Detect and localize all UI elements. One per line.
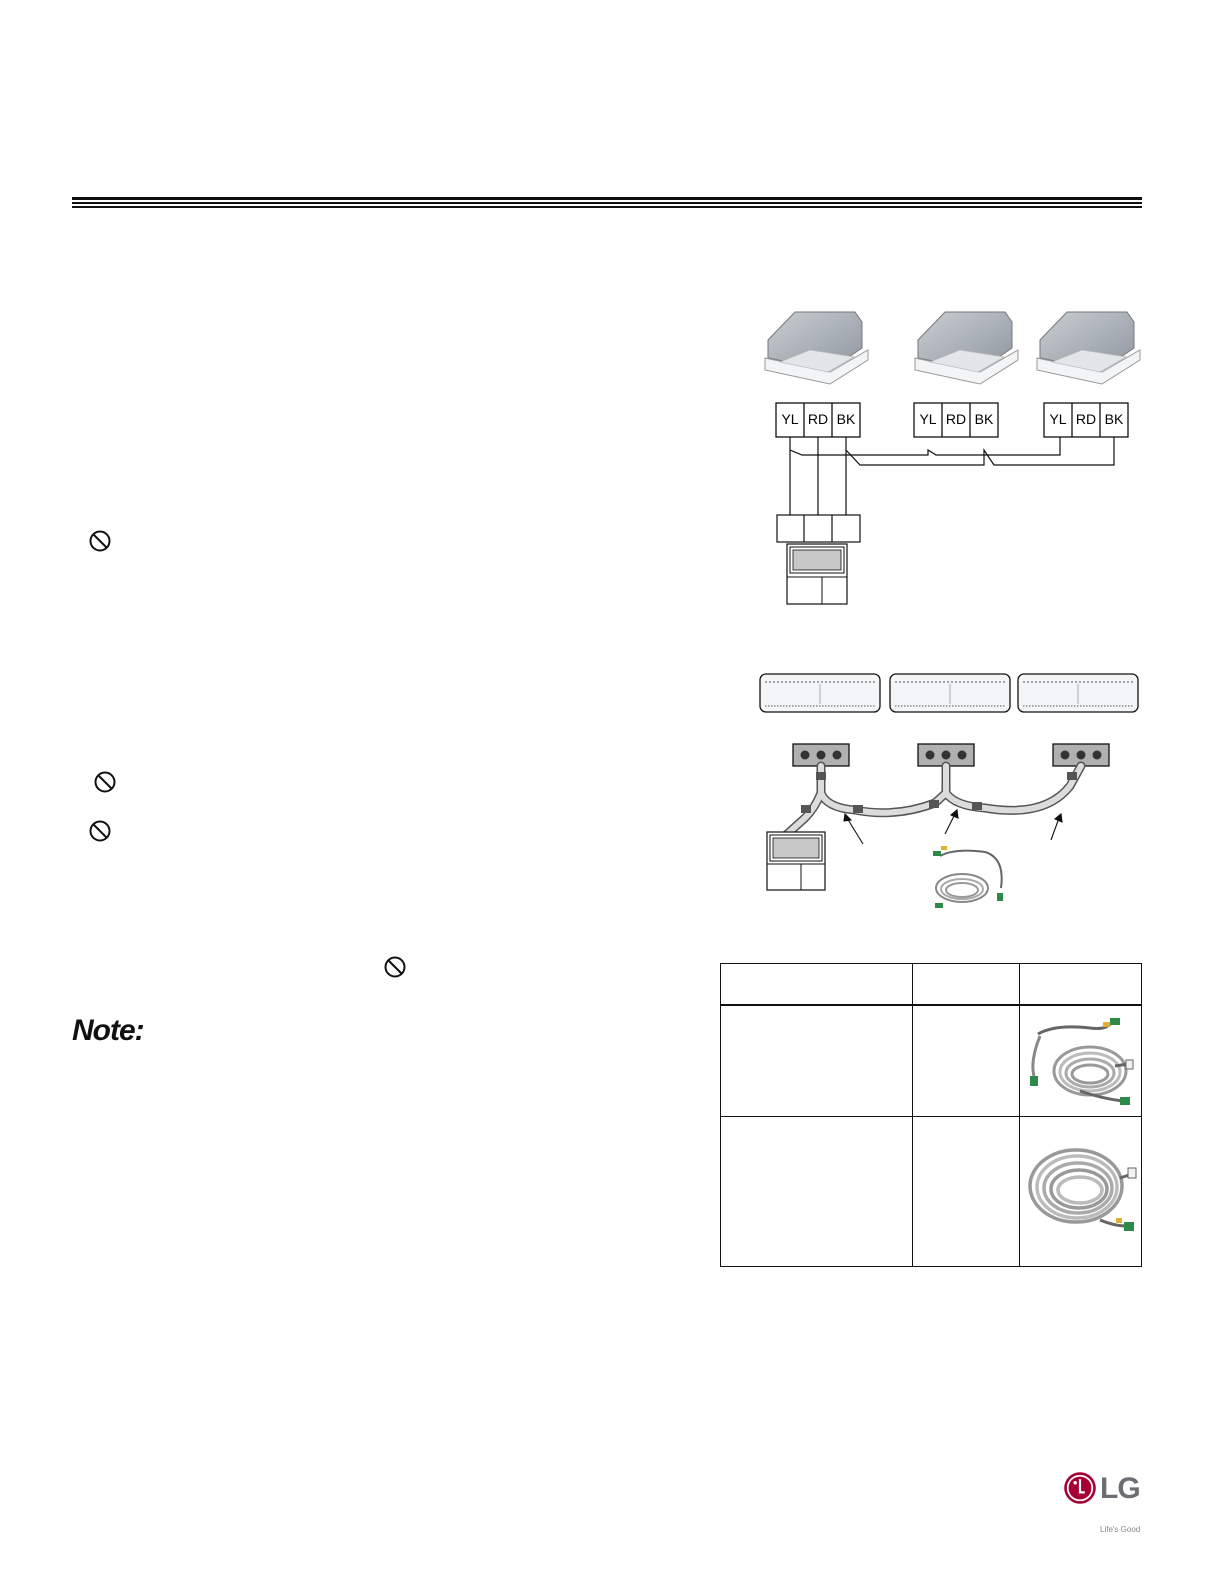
table-cell [721, 1117, 913, 1267]
terminal-block [1044, 403, 1128, 437]
wall-unit-wiring-diagram [755, 668, 1145, 918]
cable-coil-icon [933, 846, 1003, 908]
controller-terminal [777, 515, 860, 542]
note-label: Note: [72, 1014, 144, 1047]
brand-name: LG [1100, 1472, 1140, 1505]
wall-mounted-unit [890, 674, 1010, 712]
prohibition-icon [88, 819, 112, 843]
table-cell [912, 1117, 1019, 1267]
header-rule-bottom [72, 206, 1142, 208]
terminal-label-bk: BK [1104, 411, 1124, 427]
prohibition-icon [88, 529, 112, 553]
header-rule-top [72, 197, 1142, 200]
table-header-cell [721, 964, 913, 1006]
prohibition-icon [93, 770, 117, 794]
wiring-lines [790, 437, 1114, 515]
cassette-unit [915, 312, 1018, 384]
short-cable-with-coil-icon [1020, 1006, 1140, 1111]
terminal-label-rd: RD [945, 411, 967, 427]
terminal-label-yl: YL [781, 411, 799, 427]
cable-table [720, 963, 1142, 1267]
table-cell-image [1020, 1117, 1142, 1267]
header-rule-middle [72, 202, 1142, 204]
terminal-label-yl: YL [919, 411, 937, 427]
table-header-cell [912, 964, 1019, 1006]
lg-logo-icon [1062, 1470, 1098, 1506]
table-header-cell [1020, 964, 1142, 1006]
terminal-label-rd: RD [1075, 411, 1097, 427]
wall-mounted-unit [1018, 674, 1138, 712]
terminal-block [776, 403, 860, 437]
table-cell [912, 1005, 1019, 1117]
terminal-label-rd: RD [807, 411, 829, 427]
brand-tagline: Life's Good [1100, 1525, 1141, 1534]
prohibition-icon [383, 955, 407, 979]
table-row [721, 1117, 1142, 1267]
terminal-block [914, 403, 998, 437]
wall-mounted-unit [760, 674, 880, 712]
cassette-wiring-diagram [750, 300, 1142, 610]
cassette-unit [1037, 312, 1140, 384]
terminal-label-yl: YL [1049, 411, 1067, 427]
table-cell [721, 1005, 913, 1117]
terminal-label-bk: BK [836, 411, 856, 427]
table-cell-image [1020, 1005, 1142, 1117]
table-header-row [721, 964, 1142, 1006]
remote-controller [767, 832, 825, 890]
remote-controller [787, 544, 847, 604]
cassette-unit [765, 312, 868, 384]
terminal-label-bk: BK [974, 411, 994, 427]
long-cable-coil-icon [1020, 1134, 1140, 1244]
table-row [721, 1005, 1142, 1117]
cable-harness [785, 766, 1081, 836]
